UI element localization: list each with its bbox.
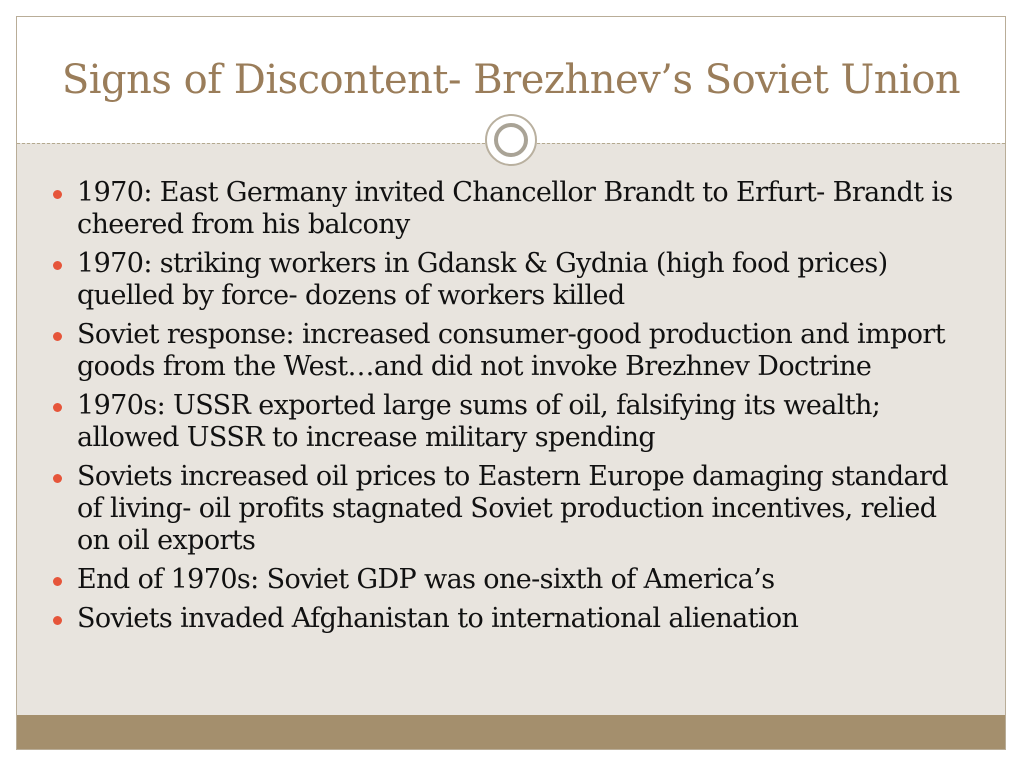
bullet-dot-icon xyxy=(53,577,62,586)
bullet-item xyxy=(51,248,961,312)
bullet-list xyxy=(51,177,961,642)
bullet-dot-icon xyxy=(53,190,62,199)
bullet-dot-icon xyxy=(53,261,62,270)
circle-ornament-inner xyxy=(494,123,528,157)
bullet-text: 1970: East Germany invited Chancellor Brandt to Erfurt- Brandt is cheered from his balcony xyxy=(77,177,953,240)
bullet-text: End of 1970s: Soviet GDP was one-sixth of America’s xyxy=(77,564,775,595)
circle-ornament-icon xyxy=(485,114,537,166)
footer-band xyxy=(17,715,1005,749)
bullet-item xyxy=(51,390,961,454)
bullet-item xyxy=(51,177,961,241)
bullet-dot-icon xyxy=(53,616,62,625)
bullet-item xyxy=(51,564,961,596)
bullet-item xyxy=(51,319,961,383)
slide-title: Signs of Discontent- Brezhnev’s Soviet Union xyxy=(61,57,961,103)
bullet-text: 1970: striking workers in Gdansk & Gydnia (high food prices) quelled by force- dozens of workers killed xyxy=(77,248,888,311)
bullet-item xyxy=(51,603,961,635)
bullet-text: Soviets invaded Afghanistan to international alienation xyxy=(77,603,799,634)
bullet-text: Soviet response: increased consumer-good production and import goods from the West…and did not invoke Brezhnev Doctrine xyxy=(77,319,945,382)
bullet-item xyxy=(51,461,961,557)
bullet-dot-icon xyxy=(53,332,62,341)
bullet-text: 1970s: USSR exported large sums of oil, falsifying its wealth; allowed USSR to increase military spending xyxy=(77,390,881,453)
slide xyxy=(16,16,1006,750)
bullet-dot-icon xyxy=(53,403,62,412)
bullet-text: Soviets increased oil prices to Eastern Europe damaging standard of living- oil profits stagnated Soviet production incentives, relied on oil exports xyxy=(77,461,948,556)
bullet-dot-icon xyxy=(53,474,62,483)
